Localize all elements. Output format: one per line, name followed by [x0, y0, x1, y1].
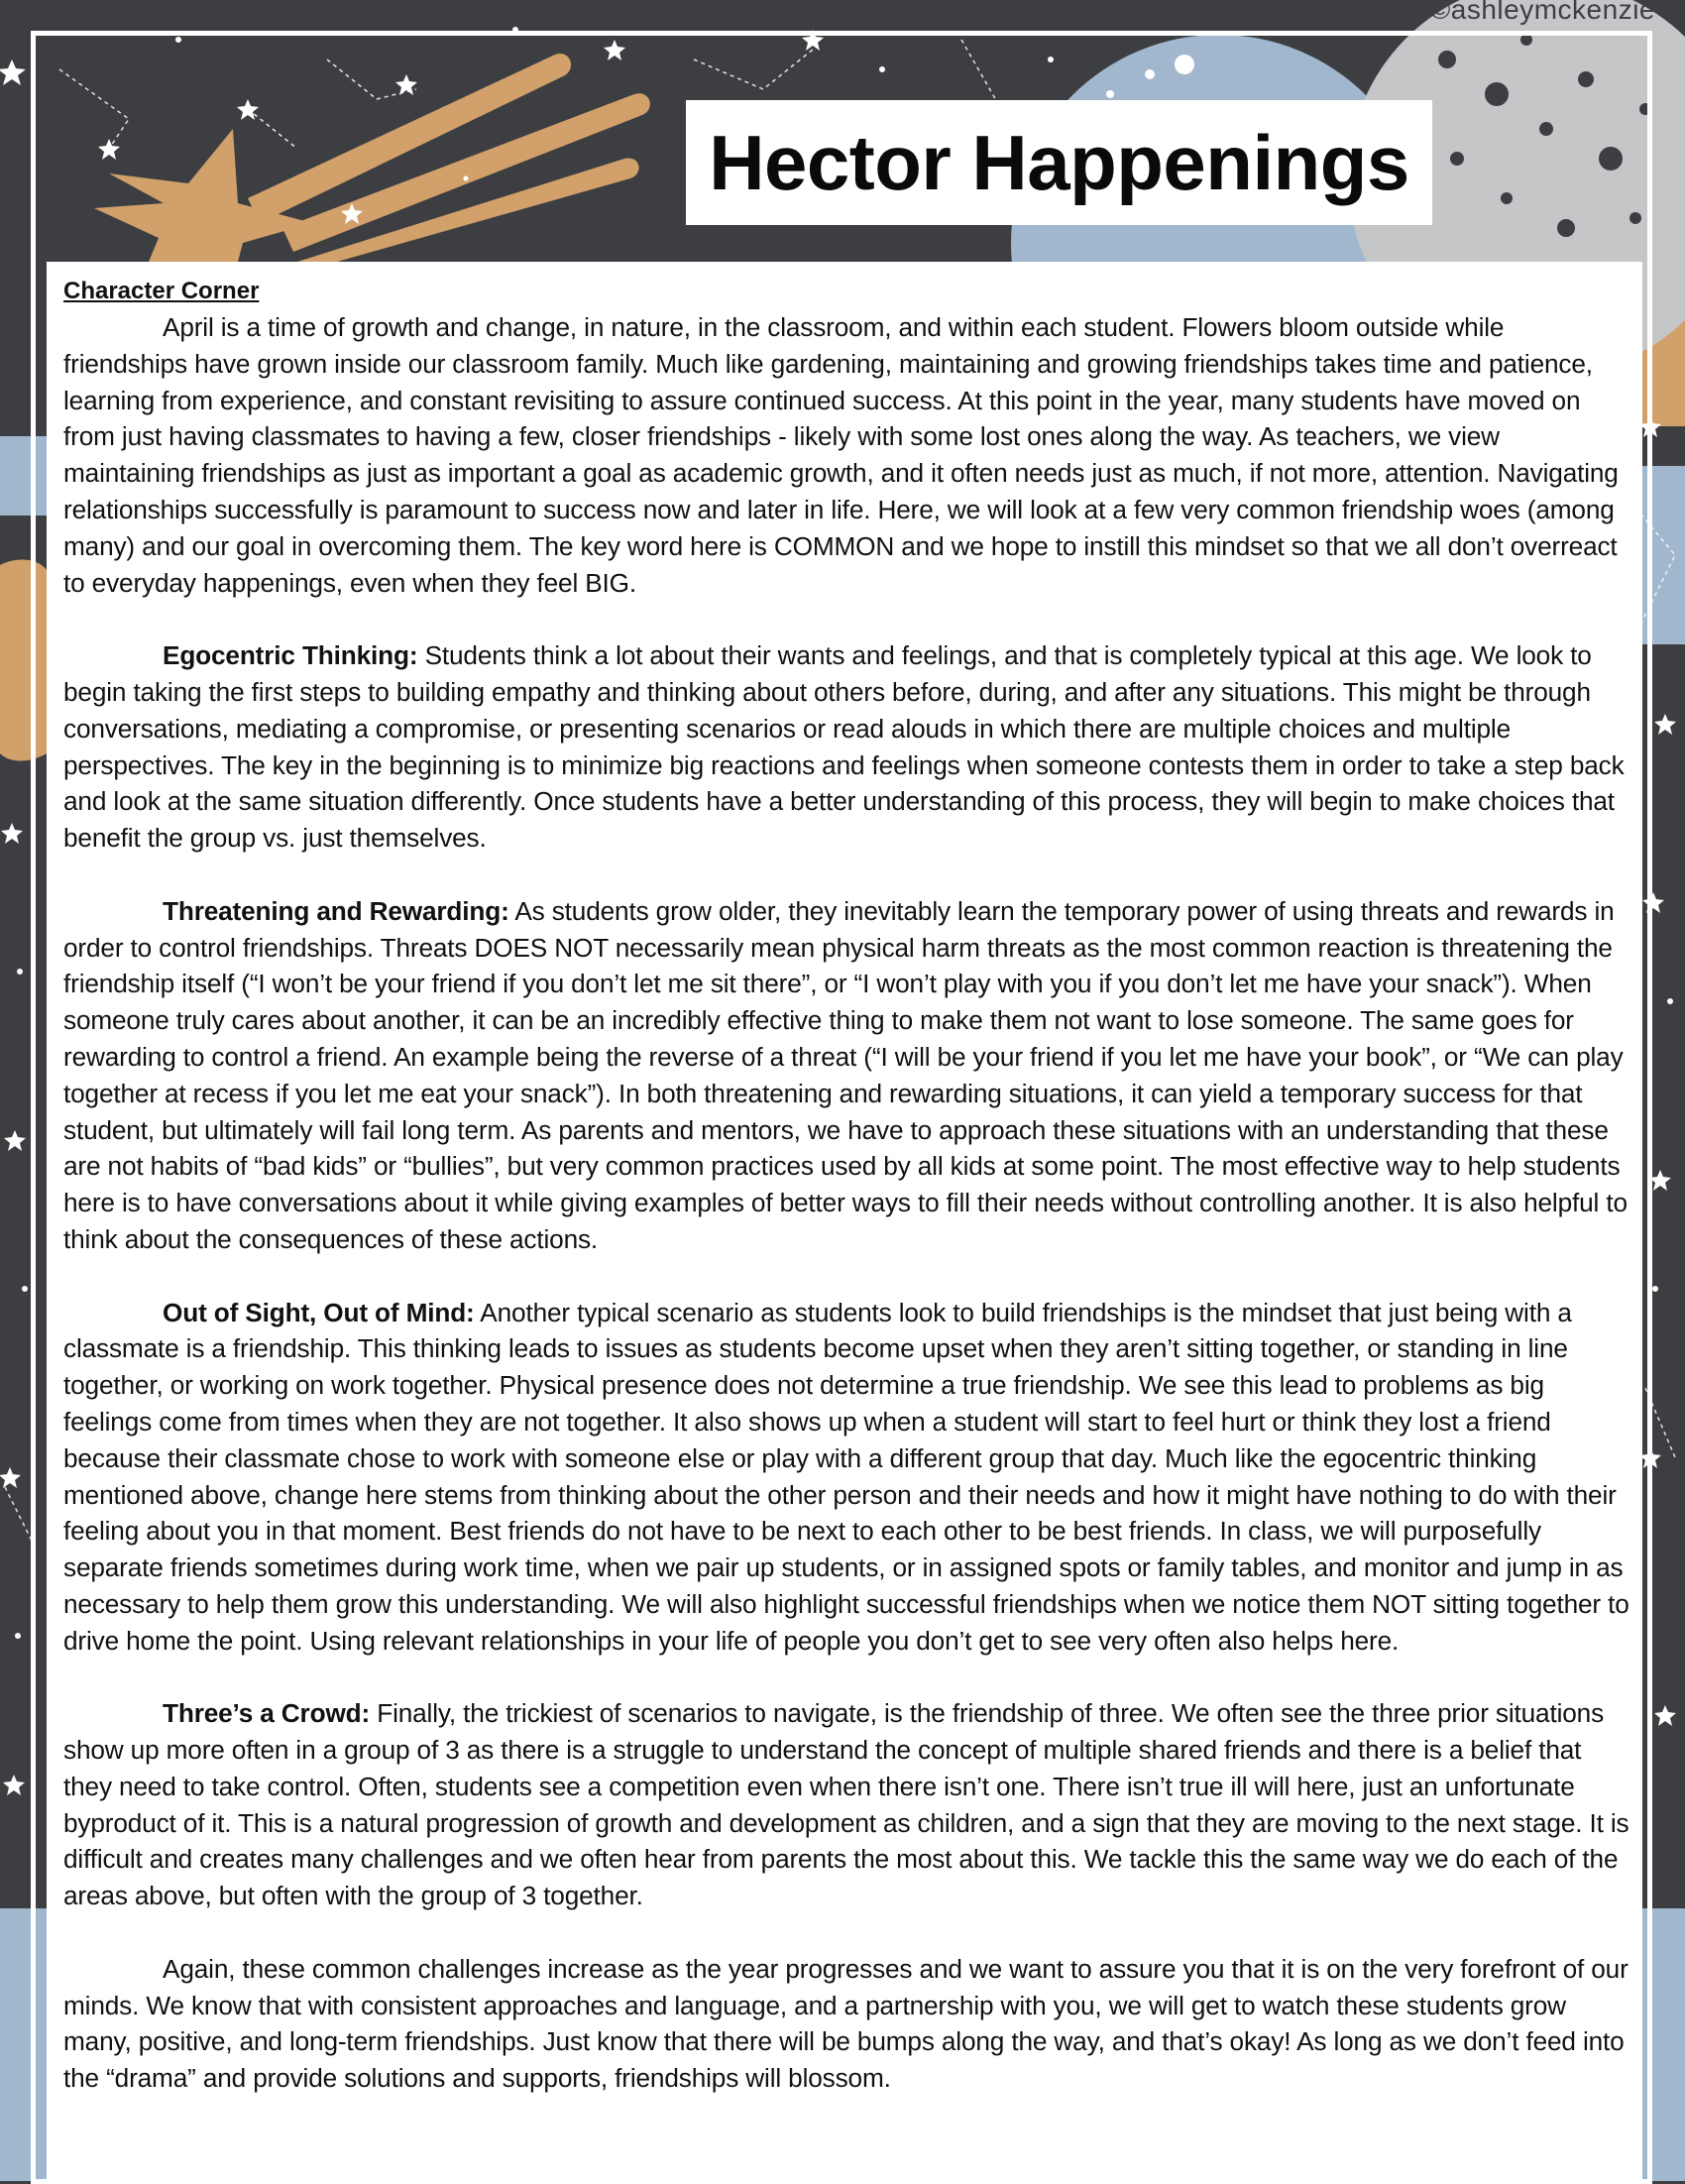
- out-of-sight-paragraph: [63, 1295, 1630, 1660]
- content-panel: [47, 262, 1642, 2181]
- threes-a-crowd-body: Finally, the trickiest of scenarios to navigate, is the friendship of three. We often see the three prior situations show up more often in a group of 3 as there is a struggle to understand the concept of multiple shared friends and there is a belief that they need to take control. Often, students see a competition even when there isn’t one. There isn’t true ill will here, just an unfortunate byproduct of it. This is a natural progression of growth and development as children, and a sign that they are moving to the next stage. It is difficult and creates many challenges and we often hear from parents the most about this. We tackle this the same way we do each of the areas above, but often with the group of 3 together.: [63, 1698, 1629, 1911]
- out-of-sight-heading: Out of Sight, Out of Mind:: [163, 1297, 475, 1327]
- threes-a-crowd-heading: Three’s a Crowd:: [163, 1698, 371, 1729]
- threatening-rewarding-paragraph: [63, 893, 1630, 1258]
- page-title: Hector Happenings: [709, 118, 1409, 206]
- copyright-text: ©ashleymckenzie: [1429, 0, 1655, 25]
- egocentric-thinking-heading: Egocentric Thinking:: [163, 640, 418, 671]
- section-label: Character Corner: [63, 278, 260, 304]
- intro-paragraph: April is a time of growth and change, in nature, in the classroom, and within each student. Flowers bloom outside while friendships have grown inside our classroom family. Much like gardening, maintaining and growing friendships takes time and patience, learning from experience, and constant revisiting to assure continued success. At this point in the year, many students have moved on from just having classmates to having a few, closer friendships - likely with some lost ones along the way. As teachers, we view maintaining friendships as just as important a goal as academic growth, and it often needs just as much, if not more, attention. Navigating relationships successfully is paramount to success now and later in life. Here, we will look at a few very common friendship woes (among many) and our goal in overcoming them. The key word here is COMMON and we hope to instill this mindset so that we all don’t overreact to everyday happenings, even when they feel BIG.: [63, 312, 1619, 598]
- title-box: [686, 100, 1432, 225]
- closing-paragraph: Again, these common challenges increase as the year progresses and we want to assure you that it is on the very forefront of our minds. We know that with consistent approaches and language, and a partnership with you, we will get to watch these students grow many, positive, and long-term friendships. Just know that there will be bumps along the way, and that’s okay! As long as we don’t feed into the “drama” and provide solutions and supports, friendships will blossom.: [63, 1953, 1629, 2094]
- threatening-rewarding-heading: Threatening and Rewarding:: [163, 895, 509, 926]
- egocentric-thinking-body: Students think a lot about their wants and feelings, and that is completely typical at this age. We look to begin taking the first steps to building empathy and thinking about others before, during, and after any situations. This might be through conversations, mediating a compromise, or presenting scenarios or read alouds in which there are multiple choices and multiple perspectives. The key in the beginning is to minimize big reactions and feelings when someone contests them in order to take a step back and look at the same situation differently. Once students have a better understanding of this process, they will begin to make choices that benefit the group vs. just themselves.: [63, 640, 1625, 854]
- threatening-rewarding-body: As students grow older, they inevitably learn the temporary power of using threats and rewards in order to control friendships. Threats DOES NOT necessarily mean physical harm threats as the most common reaction is threatening the friendship itself (“I won’t be your friend if you don’t let me sit there”, or “I won’t play with you if you don’t let me have your snack”). When someone truly cares about another, it can be an incredibly effective thing to make them not want to lose someone. The same goes for rewarding to control a friend. An example being the reverse of a threat (“I will be your friend if you let me have your book”, or “We can play together at recess if you let me eat your snack”). In both threatening and rewarding situations, it can yield a temporary success for that student, but ultimately will fail long term. As parents and mentors, we have to approach these situations with an understanding that these are not habits of “bad kids” or “bullies”, but very common practices used by all kids at some point. The most effective way to help students here is to have conversations about it while giving examples of better ways to fill their needs without controlling another. It is also helpful to think about the consequences of these actions.: [63, 895, 1628, 1254]
- threes-a-crowd-paragraph: [63, 1695, 1630, 1914]
- out-of-sight-body: Another typical scenario as students look to build friendships is the mindset that just being with a classmate is a friendship. This thinking leads to issues as students become upset when they aren’t sitting together, or standing in line together, or working on work together. Physical presence does not determine a true friendship. We see this lead to problems as big feelings come from times when they are not together. It also shows up when a student will start to feel hurt or think they lost a friend because their classmate chose to work with someone else or play with a different group that day. Much like the egocentric thinking mentioned above, change here stems from thinking about the other person and their needs and how it might have nothing to do with their feeling about you in that moment. Best friends do not have to be next to each other to be best friends. In class, we will purposefully separate friends sometimes during work time, when we pair up students, or in assigned spots or family tables, and monitor and jump in as necessary to help them grow this understanding. We will also highlight successful friendships when we notice them NOT sitting together to drive home the point. Using relevant relationships in your life of people you don’t get to see very often also helps here.: [63, 1297, 1629, 1656]
- egocentric-thinking-paragraph: [63, 637, 1630, 857]
